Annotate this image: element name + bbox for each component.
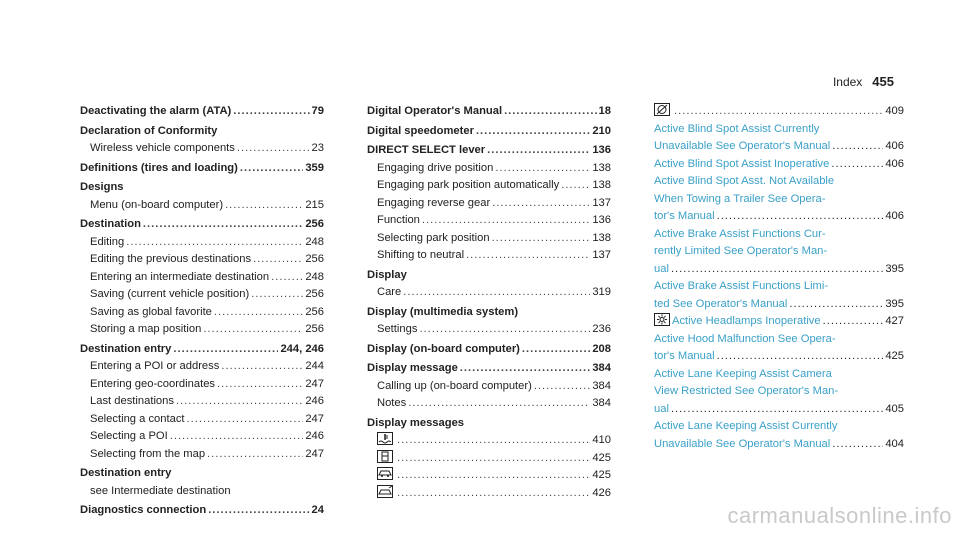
index-entry [654, 208, 904, 226]
entry-label: Destination entry [80, 467, 172, 479]
leader-dots [221, 358, 303, 376]
leader-dots [487, 142, 590, 160]
entry-text [654, 278, 828, 296]
entry-text [90, 269, 269, 287]
index-entry [367, 450, 611, 468]
entry-text [654, 348, 715, 366]
entry-text [654, 436, 830, 454]
page-header [833, 74, 894, 89]
leader-dots [671, 261, 883, 279]
entry-text [80, 123, 217, 141]
index-entry [367, 378, 611, 396]
entry-text [654, 261, 669, 279]
entry-text [367, 103, 502, 121]
leader-dots [240, 160, 303, 178]
leader-dots [408, 395, 590, 413]
leader-dots [674, 103, 883, 121]
index-entry [367, 360, 611, 378]
entry-text [367, 415, 464, 433]
entry-label: ual [654, 262, 669, 275]
entry-page-number[interactable]: 256 [305, 305, 324, 318]
entry-text [654, 191, 825, 209]
entry-text [80, 502, 206, 520]
entry-label: Display [367, 268, 407, 281]
leader-dots [225, 197, 303, 215]
entry-text [377, 247, 464, 265]
entry-label: Entering an intermediate destination [90, 270, 270, 283]
entry-text [80, 160, 238, 178]
entry-page-number[interactable]: 426 [592, 486, 611, 499]
section-label: Index [832, 75, 863, 89]
entry-label: Display messages [367, 416, 465, 429]
index-entry [367, 195, 611, 213]
entry-label: see Intermediate destination [90, 484, 231, 497]
entry-label: Last destinations [90, 395, 174, 407]
index-entry [80, 446, 324, 464]
entry-label: Calling up (on-board computer) [377, 379, 532, 392]
leader-dots [397, 450, 590, 468]
entry-text [654, 313, 821, 331]
watermark: carmanualsonline.info [727, 503, 952, 528]
entry-page-number[interactable]: 138 [592, 161, 611, 174]
entry-label: Destination entry [80, 342, 172, 355]
entry-label: View Restricted See Operator's Man- [654, 385, 839, 397]
index-entry [367, 485, 611, 503]
entry-label: Active Blind Spot Assist Currently [654, 122, 820, 135]
leader-dots [208, 502, 309, 520]
entry-page-number[interactable]: 138 [592, 179, 611, 191]
index-entry [80, 393, 324, 411]
entry-label: Shifting to neutral [377, 249, 465, 261]
entry-label: Unavailable See Operator's Manual [654, 140, 831, 152]
index-entry [367, 432, 611, 450]
entry-label: Selecting a contact [90, 412, 185, 425]
entry-page-number[interactable]: 427 [885, 315, 904, 327]
entry-text [90, 286, 249, 304]
entry-text [80, 103, 231, 121]
leader-dots [271, 269, 303, 287]
entry-label: Digital Operator's Manual [367, 105, 503, 117]
index-entry [367, 341, 611, 359]
entry-text [654, 226, 826, 244]
entry-page-number[interactable]: 384 [592, 362, 611, 374]
entry-label: rently Limited See Operator's Man- [654, 245, 828, 257]
leader-dots [422, 212, 590, 230]
leader-dots [173, 341, 278, 359]
entry-label: Editing [90, 235, 125, 248]
entry-label: Active Brake Assist Functions Limi- [654, 280, 829, 292]
entry-text [90, 140, 235, 158]
entry-label: Display (multimedia system) [367, 305, 519, 318]
leader-dots [522, 341, 590, 359]
entry-label: Declaration of Conformity [80, 124, 218, 137]
entry-text [80, 216, 141, 234]
index-entry [367, 321, 611, 339]
entry-page-number[interactable]: 215 [305, 198, 324, 211]
leader-dots [126, 234, 303, 252]
leader-dots [419, 321, 590, 339]
index-entry [654, 331, 904, 349]
entry-text [654, 296, 787, 314]
entry-page-number[interactable]: 136 [592, 144, 611, 156]
entry-text [90, 411, 185, 429]
entry-text [80, 179, 124, 197]
entry-text [377, 212, 420, 230]
index-entry [654, 156, 904, 174]
entry-page-number[interactable]: 208 [592, 342, 611, 355]
entry-text [367, 360, 458, 378]
entry-label: Saving as global favorite [90, 305, 212, 318]
leader-dots [233, 103, 309, 121]
entry-text [367, 142, 485, 160]
entry-text [90, 393, 174, 411]
entry-label: Wireless vehicle components [90, 142, 235, 154]
entry-text [80, 465, 171, 483]
entry-page-number[interactable]: 137 [592, 249, 611, 261]
entry-text [90, 304, 212, 322]
door-open-icon [377, 467, 393, 480]
index-entry [80, 358, 324, 376]
entry-text [377, 284, 401, 302]
entry-label: Digital speedometer [367, 124, 474, 137]
leader-dots [397, 485, 590, 503]
leader-dots [466, 247, 590, 265]
index-entry [654, 103, 904, 121]
index-entry [80, 234, 324, 252]
entry-page-number[interactable]: 247 [305, 412, 324, 425]
entry-label: Engaging drive position [377, 161, 494, 174]
index-entry [80, 140, 324, 158]
entry-label: Display (on-board computer) [367, 342, 520, 355]
index-entry [654, 296, 904, 314]
leader-dots [176, 393, 303, 411]
entry-page-number[interactable]: 18 [598, 105, 611, 117]
index-entry [367, 284, 611, 302]
leader-dots [492, 195, 590, 213]
entry-text [654, 366, 832, 384]
index-entry [80, 216, 324, 234]
entry-text [654, 243, 827, 261]
index-entry [654, 191, 904, 209]
entry-text [90, 234, 124, 252]
entry-page-number[interactable]: 247 [305, 377, 324, 390]
leader-dots [187, 411, 304, 429]
entry-label: Engaging park position automatically [377, 179, 560, 191]
entry-page-number[interactable]: 24 [311, 504, 324, 516]
entry-text [654, 208, 715, 226]
entry-label: Deactivating the alarm (ATA) [80, 105, 232, 117]
entry-label: tor's Manual [654, 350, 715, 362]
entry-text [377, 177, 559, 195]
entry-page-number[interactable]: 210 [592, 124, 611, 137]
entry-page-number[interactable]: 410 [592, 434, 611, 446]
steering-wheel-slash-icon [654, 103, 670, 116]
entry-page-number[interactable]: 425 [592, 451, 611, 464]
entry-page-number[interactable]: 395 [885, 262, 904, 275]
index-entry [654, 436, 904, 454]
entry-text [377, 432, 395, 450]
entry-text [377, 195, 490, 213]
index-entry [80, 304, 324, 322]
index-entry [367, 177, 611, 195]
leader-dots [251, 286, 303, 304]
entry-label: Active Blind Spot Asst. Not Available [654, 175, 835, 187]
index-entry [80, 321, 324, 339]
index-entry [367, 142, 611, 160]
entry-label: Diagnostics connection [80, 504, 207, 516]
entry-page-number[interactable]: 319 [592, 286, 611, 298]
entry-page-number[interactable]: 384 [592, 379, 611, 392]
entry-text [90, 483, 231, 501]
index-entry [654, 348, 904, 366]
entry-page-number[interactable]: 247 [305, 447, 324, 460]
index-entry [367, 212, 611, 230]
leader-dots [397, 432, 590, 450]
index-column-1 [80, 103, 324, 520]
entry-page-number[interactable]: 244, 246 [280, 342, 324, 355]
index-entry [654, 226, 904, 244]
entry-text [377, 321, 417, 339]
entry-label: Entering a POI or address [90, 360, 220, 372]
leader-dots [397, 467, 590, 485]
entry-label: Definitions (tires and loading) [80, 161, 238, 174]
index-entry [367, 230, 611, 248]
entry-text [90, 376, 215, 394]
entry-label: Active Brake Assist Functions Cur- [654, 227, 826, 240]
leader-dots [823, 313, 884, 331]
entry-label: When Towing a Trailer See Opera- [654, 192, 826, 205]
index-entry [80, 483, 324, 501]
entry-page-number[interactable]: 137 [592, 196, 611, 209]
entry-label: DIRECT SELECT lever [367, 144, 486, 156]
leader-dots [832, 138, 883, 156]
index-entry [367, 395, 611, 413]
index-entry [654, 366, 904, 384]
entry-page-number[interactable]: 405 [885, 402, 904, 415]
entry-label: ted See Operator's Manual [654, 297, 788, 310]
index-entry [80, 502, 324, 520]
entry-page-number[interactable]: 384 [592, 397, 611, 409]
index-entry [367, 304, 611, 322]
index-entry [80, 103, 324, 121]
entry-label: Selecting from the map [90, 447, 206, 460]
entry-text [654, 418, 837, 436]
entry-page-number[interactable]: 406 [885, 157, 904, 170]
entry-page-number[interactable]: 359 [305, 161, 324, 174]
index-entry [80, 465, 324, 483]
leader-dots [460, 360, 591, 378]
index-entry [80, 428, 324, 446]
entry-text [367, 267, 407, 285]
entry-label: Selecting park position [377, 231, 490, 244]
entry-page-number[interactable]: 246 [305, 395, 324, 407]
entry-text [377, 395, 406, 413]
entry-text [90, 358, 219, 376]
entry-label: Saving (current vehicle position) [90, 288, 250, 300]
leader-dots [534, 378, 590, 396]
entry-text [90, 428, 168, 446]
entry-label: Active Blind Spot Assist Inoperative [654, 157, 830, 170]
entry-page-number[interactable]: 256 [305, 323, 324, 335]
index-entry [367, 415, 611, 433]
leader-dots [143, 216, 303, 234]
index-column-2 [367, 103, 611, 502]
entry-label: Entering geo-coordinates [90, 377, 216, 390]
leader-dots [170, 428, 304, 446]
entry-text [654, 156, 829, 174]
index-entry [80, 251, 324, 269]
entry-label: tor's Manual [654, 210, 715, 222]
car-side-icon [377, 485, 393, 498]
index-entry [654, 313, 904, 331]
entry-page-number[interactable]: 256 [305, 218, 324, 230]
index-entry [80, 123, 324, 141]
entry-label: Display message [367, 362, 458, 374]
index-entry [654, 261, 904, 279]
index-entry [654, 383, 904, 401]
entry-text [367, 304, 518, 322]
entry-text [654, 103, 672, 121]
index-entry [654, 138, 904, 156]
leader-dots [504, 103, 596, 121]
entry-label: ual [654, 402, 669, 415]
entry-text [654, 121, 819, 139]
entry-label: Function [377, 214, 420, 226]
leader-dots [492, 230, 591, 248]
entry-text [90, 321, 201, 339]
entry-page-number[interactable]: 248 [305, 235, 324, 248]
entry-text [367, 123, 474, 141]
index-entry [80, 197, 324, 215]
entry-text [367, 341, 520, 359]
index-entry [367, 160, 611, 178]
entry-label: Unavailable See Operator's Manual [654, 437, 831, 450]
entry-label: Menu (on-board computer) [90, 198, 224, 211]
entry-label: Notes [377, 397, 407, 409]
index-entry [654, 243, 904, 261]
entry-text [654, 138, 830, 156]
index-entry [654, 121, 904, 139]
seat-belt-icon [377, 450, 393, 463]
leader-dots [717, 348, 884, 366]
index-entry [654, 278, 904, 296]
coolant-temp-icon [377, 432, 393, 445]
index-entry [80, 376, 324, 394]
entry-page-number[interactable]: 23 [311, 142, 324, 154]
entry-text [377, 467, 395, 485]
index-entry [367, 103, 611, 121]
entry-page-number[interactable]: 409 [885, 105, 904, 117]
index-entry [367, 123, 611, 141]
entry-page-number[interactable]: 136 [592, 214, 611, 226]
headlamp-icon [654, 313, 670, 326]
entry-page-number[interactable]: 236 [592, 323, 611, 335]
entry-text [80, 341, 171, 359]
entry-label: Editing the previous destinations [90, 253, 252, 265]
entry-text [377, 378, 532, 396]
leader-dots [237, 140, 310, 158]
index-entry [80, 341, 324, 359]
entry-label: Care [377, 286, 402, 298]
entry-page-number[interactable]: 246 [305, 430, 324, 442]
entry-text [654, 331, 836, 349]
leader-dots [717, 208, 884, 226]
entry-text [90, 197, 223, 215]
index-entry [367, 267, 611, 285]
entry-label: Engaging reverse gear [377, 196, 491, 209]
leader-dots [217, 376, 303, 394]
leader-dots [207, 446, 303, 464]
entry-label: Active Headlamps Inoperative [672, 315, 821, 327]
entry-text [654, 401, 669, 419]
leader-dots [671, 401, 883, 419]
entry-label: Destination [80, 218, 141, 230]
entry-page-number[interactable]: 425 [885, 350, 904, 362]
entry-page-number[interactable]: 425 [592, 469, 611, 481]
entry-label: Active Lane Keeping Assist Currently [654, 420, 838, 432]
entry-page-number[interactable]: 406 [885, 210, 904, 222]
index-entry [367, 467, 611, 485]
index-entry [654, 401, 904, 419]
entry-text [377, 160, 493, 178]
entry-page-number[interactable]: 244 [305, 360, 324, 372]
index-entry [80, 179, 324, 197]
entry-page-number[interactable]: 256 [305, 253, 324, 265]
index-column-3 [654, 103, 904, 453]
leader-dots [495, 160, 590, 178]
index-entry [80, 286, 324, 304]
index-entry [367, 247, 611, 265]
entry-text [90, 446, 205, 464]
leader-dots [561, 177, 590, 195]
index-entry [80, 269, 324, 287]
entry-text [654, 383, 838, 401]
entry-text [377, 485, 395, 503]
entry-label: Storing a map position [90, 323, 202, 335]
entry-label: Settings [377, 323, 418, 335]
leader-dots [253, 251, 303, 269]
leader-dots [476, 123, 590, 141]
entry-page-number[interactable]: 138 [592, 231, 611, 244]
entry-label: Active Hood Malfunction See Opera- [654, 332, 836, 345]
entry-text [90, 251, 251, 269]
entry-page-number[interactable]: 404 [885, 437, 904, 450]
index-entry [654, 173, 904, 191]
page-number: 455 [872, 74, 894, 89]
leader-dots [831, 156, 883, 174]
entry-text [377, 230, 490, 248]
leader-dots [789, 296, 883, 314]
entry-label: Selecting a POI [90, 430, 168, 442]
leader-dots [403, 284, 590, 302]
index-entry [654, 418, 904, 436]
leader-dots [832, 436, 883, 454]
entry-text [654, 173, 834, 191]
index-entry [80, 411, 324, 429]
entry-label: Active Lane Keeping Assist Camera [654, 367, 832, 380]
entry-label: Designs [80, 181, 124, 193]
leader-dots [203, 321, 303, 339]
entry-page-number[interactable]: 248 [305, 270, 324, 283]
entry-page-number[interactable]: 256 [305, 288, 324, 300]
entry-page-number[interactable]: 395 [885, 297, 904, 310]
leader-dots [214, 304, 303, 322]
index-entry [80, 160, 324, 178]
entry-page-number[interactable]: 406 [885, 140, 904, 152]
entry-text [377, 450, 395, 468]
entry-page-number[interactable]: 79 [311, 105, 324, 117]
